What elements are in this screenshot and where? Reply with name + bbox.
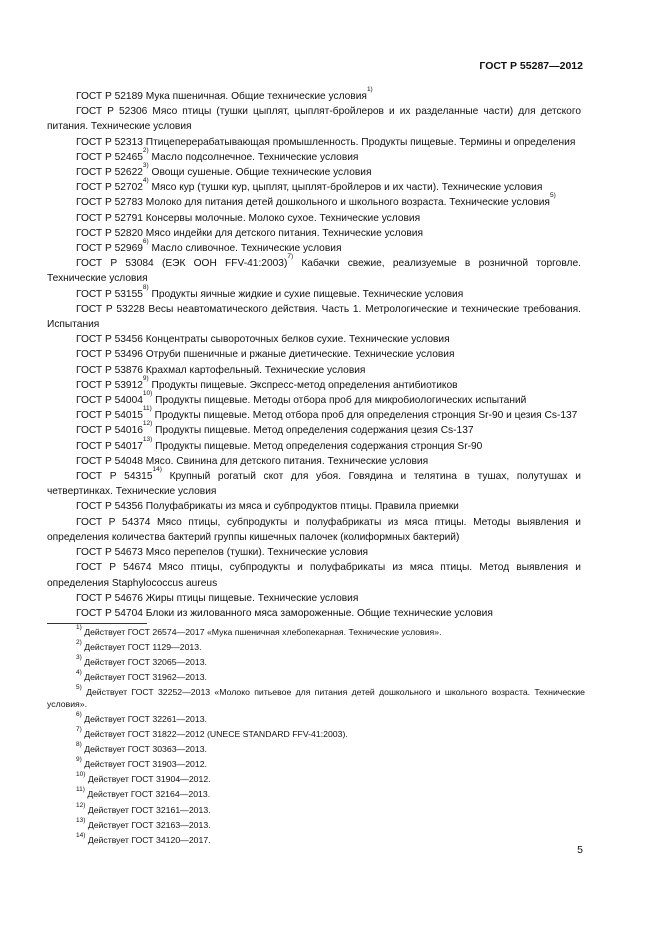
footnote-mark: 1)	[366, 86, 373, 93]
reference-title: Крахмал картофельный. Технические условия	[145, 364, 366, 376]
footnote-separator	[47, 623, 147, 624]
page-number: 5	[577, 844, 583, 856]
reference-title: Масло сливочное. Технические условия	[151, 243, 342, 255]
reference-code: ГОСТ Р 53912	[76, 379, 143, 391]
footnote-number: 5)	[76, 684, 82, 692]
reference-title: Продукты яичные жидкие и сухие пищевые. Технические условия	[151, 288, 464, 300]
reference-code: ГОСТ Р 53228	[76, 303, 145, 315]
reference-item	[47, 86, 581, 104]
reference-item	[47, 515, 581, 545]
footnote-mark: 5)	[549, 192, 556, 200]
reference-title: Овощи сушеные. Общие технические условия	[151, 167, 372, 179]
reference-code: ГОСТ Р 53456	[76, 334, 143, 346]
reference-code: ГОСТ Р 52702	[76, 182, 143, 194]
reference-title: Мясо птицы (тушки цыплят, цыплят-бройлеров и их разделанные части) для детского питания. Технические условия	[47, 106, 581, 133]
footnote-item	[47, 654, 585, 669]
footnote-item	[47, 756, 585, 771]
reference-item	[47, 390, 581, 408]
reference-code: ГОСТ Р 52189	[76, 91, 143, 102]
footnote-number: 9)	[76, 756, 82, 764]
reference-item	[47, 162, 581, 180]
footnote-text: Действует ГОСТ 26574—2017 «Мука пшеничная хлебопекарная. Технические условия».	[84, 627, 442, 637]
footnote-number: 14)	[76, 831, 86, 839]
footnote-number: 6)	[76, 710, 82, 718]
reference-item	[47, 591, 581, 606]
footnote-mark: 2)	[142, 146, 149, 154]
footnote-item	[47, 639, 585, 654]
footnote-item	[47, 741, 585, 756]
reference-code: ГОСТ Р 52306	[76, 106, 148, 118]
footnote-number: 13)	[76, 816, 86, 824]
footnote-item	[47, 816, 585, 832]
footnote-number: 12)	[76, 801, 86, 809]
reference-code: ГОСТ Р 54356	[76, 501, 143, 513]
reference-title: Концентраты сывороточных белков сухие. Технические условия	[145, 334, 450, 346]
footnote-mark: 11)	[142, 405, 152, 413]
reference-item	[47, 374, 581, 393]
reference-item	[47, 405, 581, 423]
reference-item	[47, 332, 581, 347]
reference-code: ГОСТ Р 53496	[76, 349, 143, 361]
reference-code: ГОСТ Р 52783	[76, 197, 143, 209]
reference-title: Продукты пищевые. Экспресс-метод определения антибиотиков	[151, 379, 458, 391]
reference-title-cont: Кабачки свежие, реализуемые в розничной торговле. Технические условия	[47, 258, 581, 285]
reference-title: Продукты пищевые. Метод отбора проб для определения стронция Sr-90 и цезия Cs-137	[154, 410, 578, 422]
reference-item	[47, 420, 581, 438]
reference-item	[47, 560, 581, 590]
reference-item	[47, 347, 581, 362]
reference-code: ГОСТ Р 52465	[76, 151, 143, 163]
reference-title: (ЕЭК ООН FFV-41:2003)	[161, 258, 288, 270]
reference-item	[47, 238, 581, 256]
footnote-text: Действует ГОСТ 30363—2013.	[84, 744, 207, 755]
footnotes-list	[47, 624, 585, 850]
footnote-text: Действует ГОСТ 31822—2012 (UNECE STANDARD FFV-41:2003).	[84, 729, 348, 740]
footnote-item	[47, 771, 585, 786]
footnote-number: 3)	[76, 654, 82, 662]
footnote-number: 11)	[76, 786, 85, 794]
footnote-text: Действует ГОСТ 32261—2013.	[84, 713, 207, 724]
footnote-text: Действует ГОСТ 32164—2013.	[87, 789, 211, 800]
reference-title: Мясо кур (тушки кур, цыплят, цыплят-бройлеров и их части). Технические условия	[151, 182, 543, 194]
reference-code: ГОСТ Р 54315	[76, 471, 153, 483]
footnote-mark: 9)	[142, 374, 149, 382]
footnote-mark: 14)	[152, 466, 162, 474]
footnote-number: 4)	[76, 669, 82, 677]
footnote-number: 2)	[76, 639, 82, 647]
reference-code: ГОСТ Р 54704	[76, 607, 143, 619]
footnote-mark: 8)	[142, 283, 149, 291]
reference-item	[47, 253, 581, 286]
reference-title: Масло подсолнечное. Технические условия	[151, 151, 359, 163]
reference-item	[47, 545, 581, 560]
reference-code: ГОСТ Р 54676	[76, 592, 143, 604]
footnote-mark: 6)	[142, 238, 149, 246]
reference-title: Мясо индейки для детского питания. Технические условия	[145, 227, 423, 239]
footnote-text: Действует ГОСТ 32252—2013 «Молоко питьевое для питания детей дошкольного и школьного возраста. Технические условия».	[47, 687, 585, 709]
reference-item	[47, 146, 581, 165]
footnote-mark: 7)	[287, 253, 294, 261]
footnote-item	[47, 726, 585, 741]
reference-title: Консервы молочные. Молоко сухое. Технические условия	[145, 212, 421, 224]
footnote-item	[47, 684, 585, 710]
reference-title: Продукты пищевые. Метод определения содержания цезия Cs-137	[155, 425, 474, 437]
reference-code: ГОСТ Р 54004	[76, 395, 143, 407]
footnote-text: Действует ГОСТ 1129—2013.	[84, 642, 202, 653]
footnote-item	[47, 624, 585, 639]
reference-item	[47, 177, 581, 195]
reference-code: ГОСТ Р 54048	[76, 455, 143, 467]
reference-item	[47, 454, 581, 469]
reference-code: ГОСТ Р 52820	[76, 227, 143, 239]
reference-title: Мясо птицы, субпродукты и полуфабрикаты из мяса птицы. Метод выявления и определения Staphylococcus aureus	[47, 562, 581, 589]
reference-code: ГОСТ Р 53084	[76, 258, 154, 270]
reference-code: ГОСТ Р 54674	[76, 562, 152, 574]
footnote-text: Действует ГОСТ 32163—2013.	[87, 819, 211, 830]
reference-item	[47, 363, 581, 378]
reference-title: Продукты пищевые. Метод определения содержания стронция Sr-90	[155, 440, 483, 452]
reference-code: ГОСТ Р 54016	[76, 425, 143, 437]
reference-title: Молоко для питания детей дошкольного и школьного возраста. Технические условия	[145, 197, 550, 209]
footnote-item	[47, 801, 585, 817]
reference-item	[47, 499, 581, 514]
reference-item	[47, 192, 581, 210]
reference-item	[47, 435, 581, 454]
reference-item	[47, 211, 581, 226]
footnote-text: Действует ГОСТ 32161—2013.	[87, 804, 211, 815]
reference-title: Птицеперерабатывающая промышленность. Продукты пищевые. Термины и определения	[145, 136, 576, 148]
footnote-text: Действует ГОСТ 31904—2012.	[87, 774, 211, 785]
footnote-text: Действует ГОСТ 31903—2012.	[84, 759, 207, 770]
reference-title: Мука пшеничная. Общие технические условия	[145, 91, 367, 102]
footnote-number: 10)	[76, 771, 86, 779]
reference-title: Мясо птицы, субпродукты и полуфабрикаты из мяса птицы. Методы выявления и определения количества бактерий группы кишечных палочек (колиформных бактерий)	[47, 516, 581, 543]
reference-code: ГОСТ Р 53155	[76, 288, 143, 300]
reference-title: Отруби пшеничные и ржаные диетические. Технические условия	[145, 349, 455, 361]
footnote-text: Действует ГОСТ 31962—2013.	[84, 672, 207, 683]
reference-code: ГОСТ Р 54017	[76, 440, 143, 452]
reference-code: ГОСТ Р 52313	[76, 136, 143, 148]
reference-title: Жиры птицы пищевые. Технические условия	[145, 592, 359, 604]
footnote-mark: 10)	[142, 390, 153, 398]
reference-code: ГОСТ Р 54374	[76, 516, 151, 528]
footnote-item	[47, 786, 585, 801]
reference-code: ГОСТ Р 52969	[76, 243, 143, 255]
reference-code: ГОСТ Р 53876	[76, 364, 143, 376]
footnote-number: 7)	[76, 726, 82, 734]
footnote-item	[47, 710, 585, 726]
reference-code: ГОСТ Р 52622	[76, 167, 143, 179]
reference-item	[47, 283, 581, 302]
reference-item	[47, 466, 581, 499]
footnote-number: 8)	[76, 741, 82, 749]
footnote-mark: 3)	[142, 162, 149, 170]
reference-item	[47, 302, 581, 332]
footnote-mark: 12)	[142, 420, 153, 428]
reference-title: Полуфабрикаты из мяса и субпродуктов птицы. Правила приемки	[145, 501, 459, 513]
reference-title: Мясо перепелов (тушки). Технические условия	[145, 547, 369, 559]
footnote-mark: 4)	[142, 177, 149, 185]
footnote-text: Действует ГОСТ 34120—2017.	[87, 834, 211, 845]
reference-code: ГОСТ Р 52791	[76, 212, 143, 224]
footnote-mark: 13)	[142, 435, 153, 443]
reference-item	[47, 226, 581, 241]
reference-item	[47, 135, 581, 150]
normative-references-list	[47, 86, 581, 621]
reference-title: Блоки из жилованного мяса замороженные. Общие технические условия	[145, 607, 493, 619]
reference-title: Продукты пищевые. Методы отбора проб для микробиологических испытаний	[155, 395, 527, 407]
reference-item	[47, 606, 581, 621]
reference-item	[47, 104, 581, 134]
footnote-number: 1)	[76, 624, 82, 631]
footnote-item	[47, 669, 585, 684]
reference-title: Крупный рогатый скот для убоя. Говядина и телятина в тушах, полутушах и четвертинках. Технические условия	[47, 471, 581, 498]
document-header-id: ГОСТ Р 55287—2012	[479, 60, 583, 72]
reference-code: ГОСТ Р 54015	[76, 410, 143, 422]
reference-title: Весы неавтоматического действия. Часть 1. Метрологические и технические требования. Испытания	[47, 303, 581, 331]
reference-code: ГОСТ Р 54673	[76, 547, 143, 559]
reference-title: Мясо. Свинина для детского питания. Технические условия	[145, 455, 429, 467]
footnote-item	[47, 831, 585, 847]
footnote-text: Действует ГОСТ 32065—2013.	[84, 657, 207, 668]
